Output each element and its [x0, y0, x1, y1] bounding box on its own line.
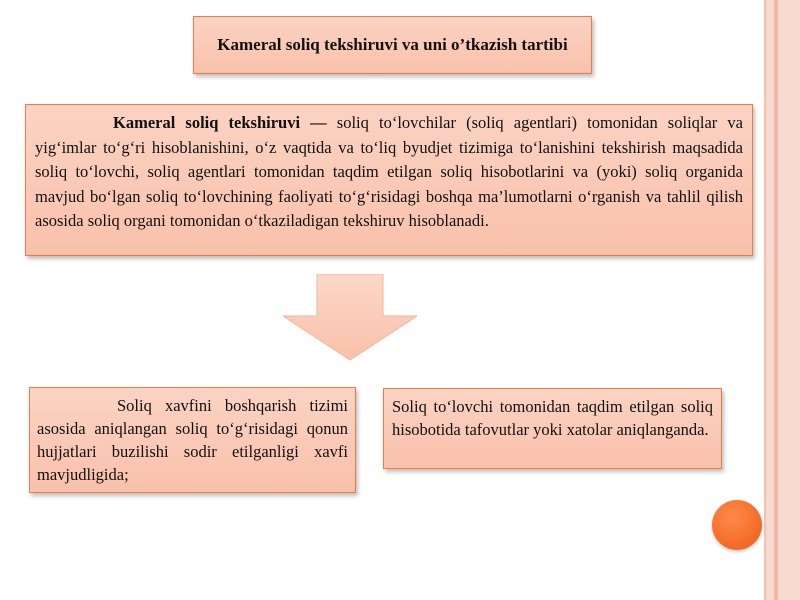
title-box	[193, 16, 592, 74]
condition-text-discrepancy: Soliq to‘lovchi tomonidan taqdim etilgan soliq hisobotida tafovutlar yoki xatolar aniqlanganda.	[392, 397, 713, 439]
definition-term: Kameral soliq tekshiruvi —	[113, 113, 327, 132]
border-stripe	[774, 0, 778, 600]
definition-text: soliq to‘lovchilar (soliq agentlari) tomonidan soliqlar va yig‘imlar to‘g‘ri hisoblanishini, o‘z vaqtida va to‘liq byudjet tizimiga to‘lanishini tekshirish maqsadida soliq to‘lovchi, soliq agentlari tomonidan taqdim etilgan soliq hisobotlarini va (yoki) soliq organida mavjud bo‘lgan soliq to‘lovchining faoliyati to‘g‘risidagi boshqa ma’lumotlarni o‘rganish va tahlil qilish asosida soliq organi tomonidan o‘tkaziladigan tekshiruv hisoblanadi.	[35, 113, 743, 230]
slide-right-border	[764, 0, 800, 600]
condition-box-risk	[29, 387, 356, 493]
condition-text-risk: Soliq xavfini boshqarish tizimi asosida aniqlangan soliq to‘g‘risidagi qonun hujjatlari buzilishi sodir etilganligi xavfi mavjudligida;	[37, 396, 348, 484]
decorative-circle	[712, 500, 762, 550]
slide-title: Kameral soliq tekshiruvi va uni o’tkazish tartibi	[217, 35, 568, 54]
condition-box-discrepancy	[383, 388, 722, 469]
definition-box	[25, 104, 753, 256]
down-arrow-icon	[283, 274, 417, 360]
